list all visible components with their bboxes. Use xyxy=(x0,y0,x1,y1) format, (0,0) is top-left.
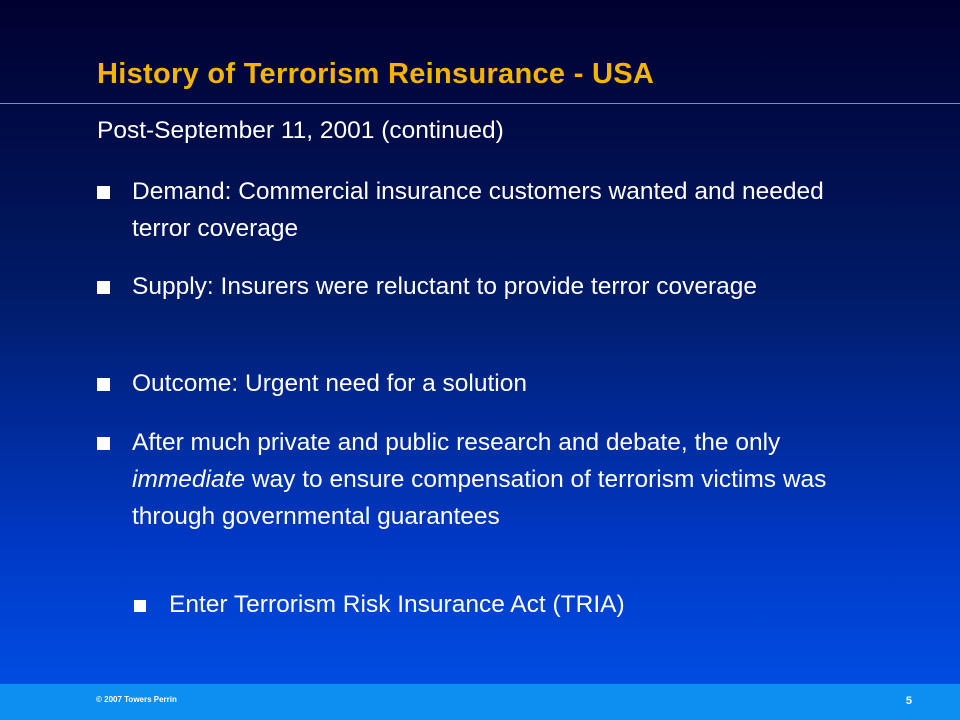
slide-subheading: Post-September 11, 2001 (continued) xyxy=(97,117,504,144)
square-bullet-icon xyxy=(97,437,110,450)
sub-bullet-text: Enter Terrorism Risk Insurance Act (TRIA) xyxy=(169,591,625,618)
square-bullet-icon xyxy=(97,186,110,199)
footer-bar xyxy=(0,684,960,720)
square-bullet-icon xyxy=(97,378,110,391)
square-bullet-icon xyxy=(97,281,110,294)
square-bullet-icon xyxy=(134,600,146,612)
bullet-text: Outcome: Urgent need for a solution xyxy=(132,370,527,397)
bullet-research xyxy=(97,424,887,535)
bullet-text: Demand: Commercial insurance customers wanted and needed terror coverage xyxy=(132,178,824,242)
bullet-demand xyxy=(97,173,887,247)
page-number: 5 xyxy=(905,695,912,707)
copyright-notice: © 2007 Towers Perrin xyxy=(96,695,177,704)
bullet-text-emphasis: immediate xyxy=(132,466,246,493)
sub-bullet-tria xyxy=(134,586,894,623)
bullet-text-before: After much private and public research and debate, the only xyxy=(132,429,781,456)
slide-title: History of Terrorism Reinsurance - USA xyxy=(97,58,655,90)
bullet-text: Supply: Insurers were reluctant to provide terror coverage xyxy=(132,273,758,300)
bullet-supply xyxy=(97,268,887,305)
title-divider xyxy=(0,103,960,104)
bullet-text xyxy=(97,424,887,535)
bullet-text-after: way to ensure compensation of terrorism victims was through governmental guarantees xyxy=(132,466,827,530)
bullet-outcome xyxy=(97,365,887,402)
